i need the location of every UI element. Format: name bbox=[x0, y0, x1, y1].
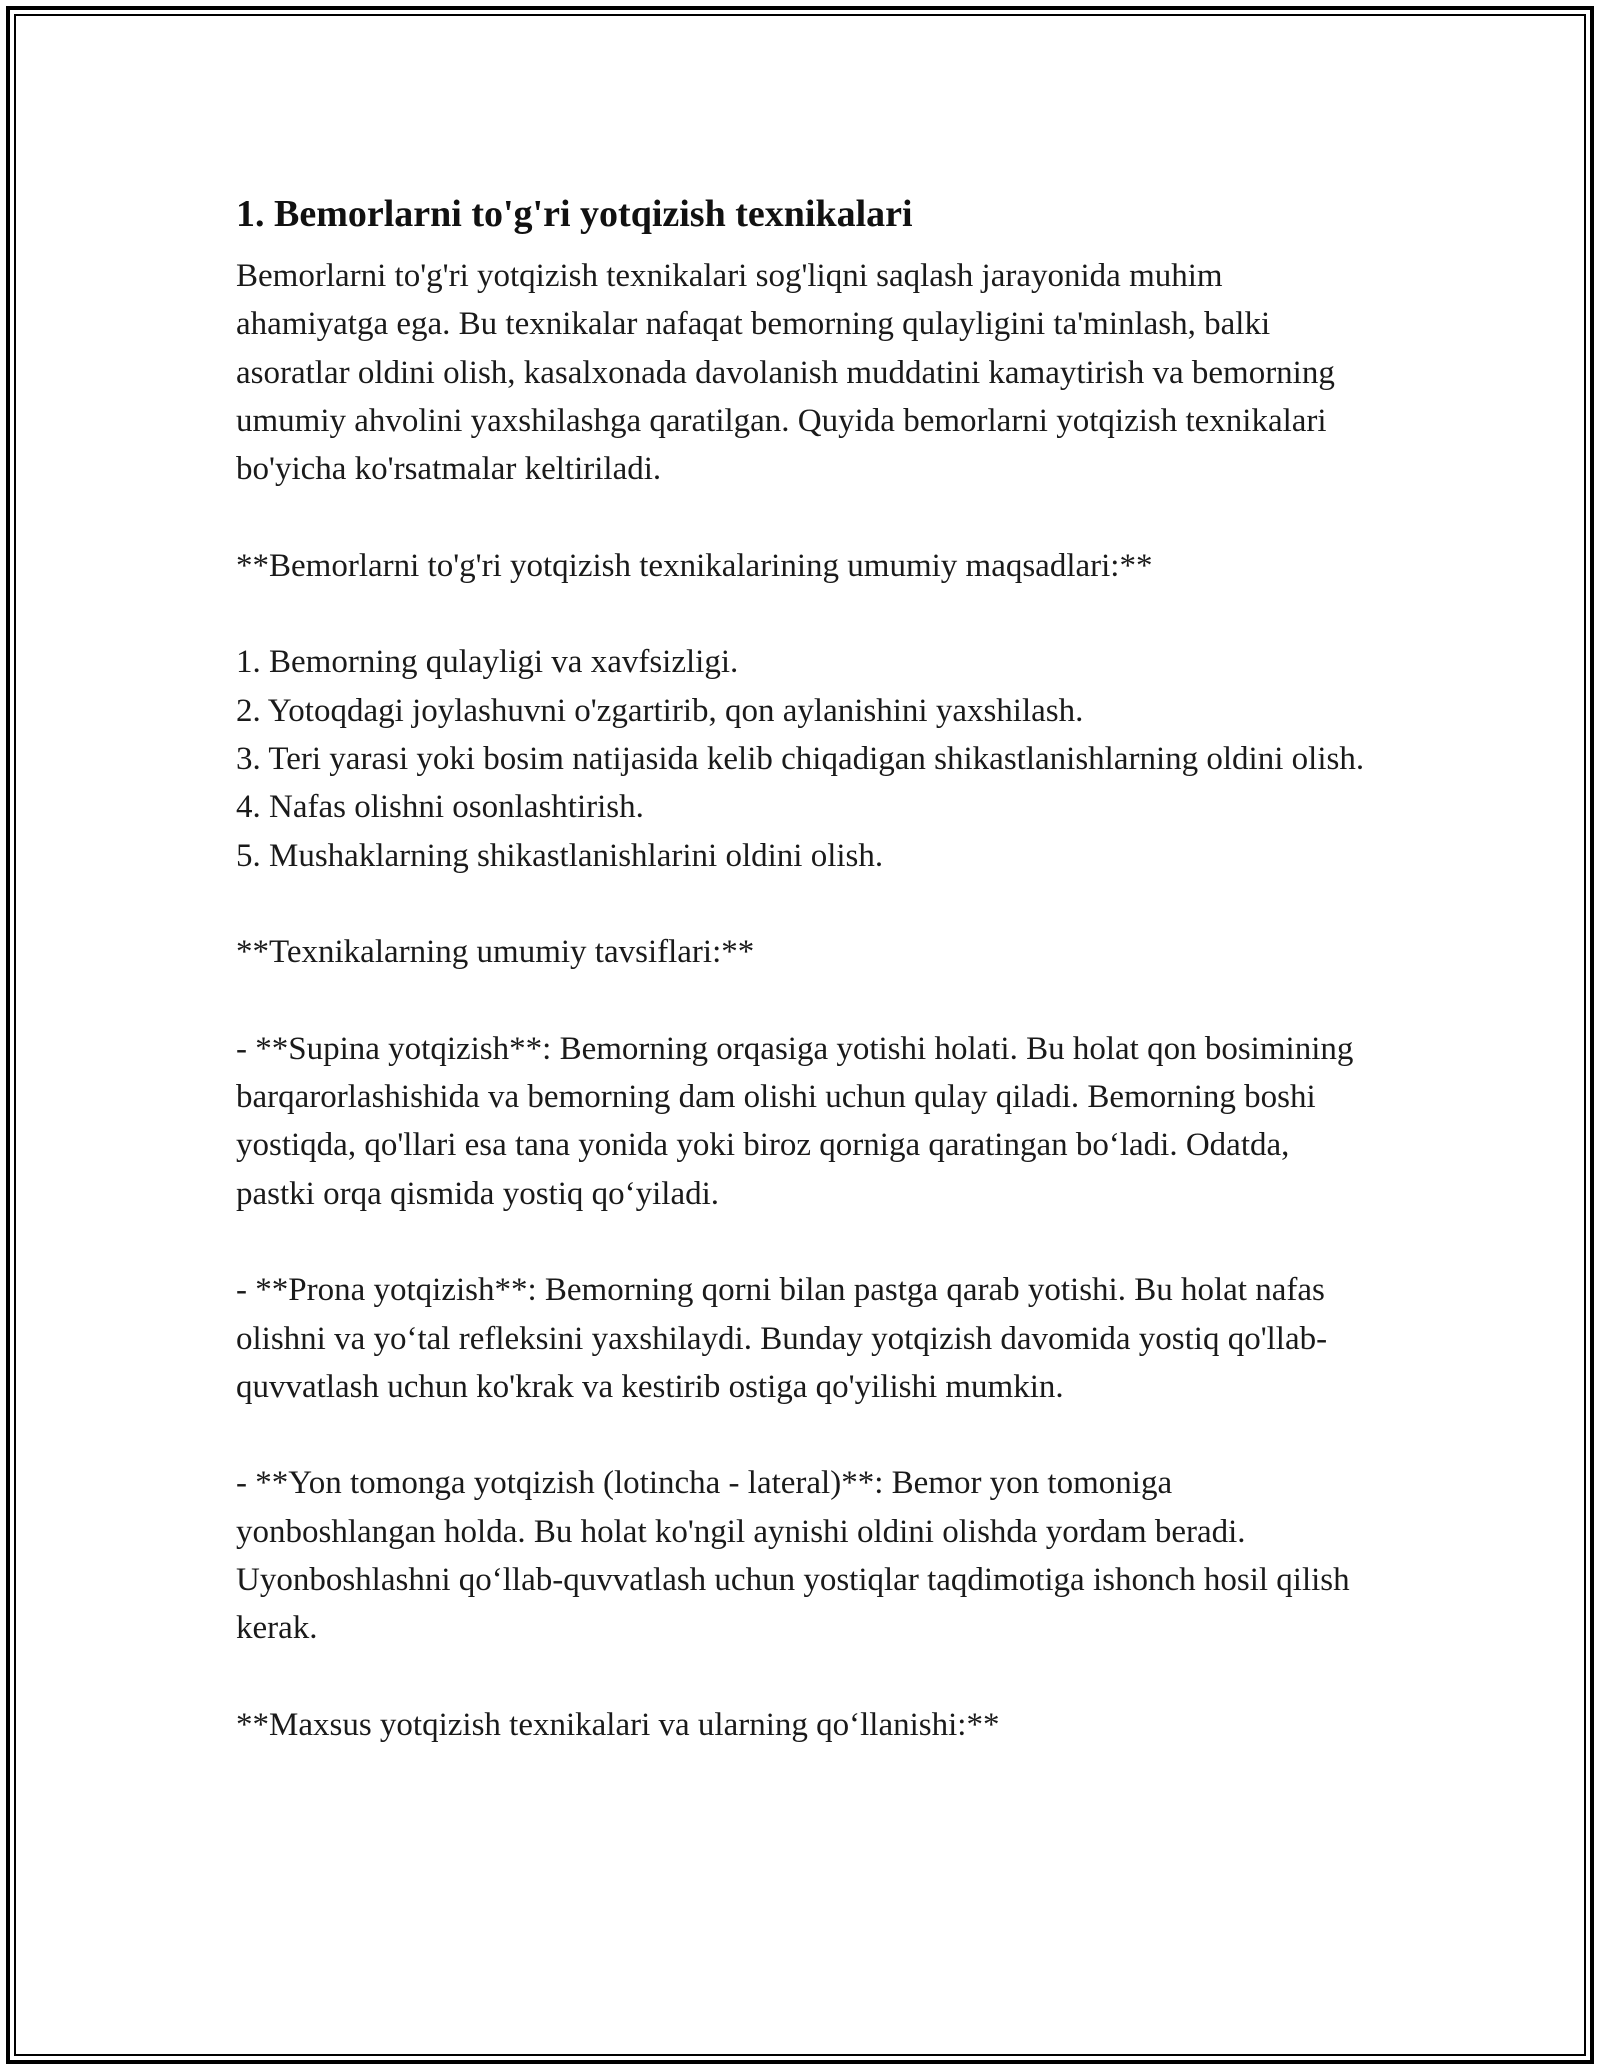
intro-paragraph: Bemorlarni to'g'ri yotqizish texnikalari sog'liqni saqlash jarayonida muhim ahamiyatga ega. Bu texnikalar nafaqat bemorning qulayligini ta'minlash, balki asoratlar oldini olish, kasalxonada davolanish muddatini kamaytirish va bemorning umumiy ahvolini yaxshilashga qaratilgan. Quyida bemorlarni yotqizish texnikalari bo'yicha ko'rsatmalar keltiriladi. bbox=[236, 258, 1335, 488]
goals-list bbox=[236, 638, 1366, 879]
spacer bbox=[236, 1218, 1366, 1266]
description-lateral: - **Yon tomonga yotqizish (lotincha - lateral)**: Bemor yon tomoniga yonboshlangan holda. Bu holat ko'ngil aynishi oldini olishda yordam beradi. Uyonboshlashni qo‘llab-quvvatlash uchun yostiqlar taqdimotiga ishonch hosil qilish kerak. bbox=[236, 1465, 1350, 1647]
spacer bbox=[236, 493, 1366, 541]
spacer bbox=[236, 590, 1366, 638]
section-heading: 1. Bemorlarni to'g'ri yotqizish texnikalari bbox=[236, 193, 913, 235]
descriptions-heading: **Texnikalarning umumiy tavsiflari:** bbox=[236, 934, 755, 971]
list-item: 2. Yotoqdagi joylashuvni o'zgartirib, qon aylanishini yaxshilash. bbox=[236, 692, 1084, 729]
list-item: 4. Nafas olishni osonlashtirish. bbox=[236, 789, 644, 826]
list-item: 1. Bemorning qulayligi va xavfsizligi. bbox=[236, 644, 739, 681]
list-item: 5. Mushaklarning shikastlanishlarini oldini olish. bbox=[236, 837, 884, 874]
spacer bbox=[236, 1411, 1366, 1459]
spacer bbox=[236, 1653, 1366, 1701]
spacer bbox=[236, 976, 1366, 1024]
document-body bbox=[236, 186, 1366, 1749]
special-heading: **Maxsus yotqizish texnikalari va ularning qo‘llanishi:** bbox=[236, 1706, 1000, 1743]
spacer bbox=[236, 880, 1366, 928]
list-item: 3. Teri yarasi yoki bosim natijasida kelib chiqadigan shikastlanishlarning oldini olish. bbox=[236, 740, 1365, 777]
description-supine: - **Supina yotqizish**: Bemorning orqasiga yotishi holati. Bu holat qon bosimining barqarorlashishida va bemorning dam olishi uchun qulay qiladi. Bemorning boshi yostiqda, qo'llari esa tana yonida yoki biroz qorniga qaratingan bo‘ladi. Odatda, pastki orqa qismida yostiq qo‘yiladi. bbox=[236, 1030, 1354, 1212]
goals-heading: **Bemorlarni to'g'ri yotqizish texnikalarining umumiy maqsadlari:** bbox=[236, 547, 1153, 584]
description-prone: - **Prona yotqizish**: Bemorning qorni bilan pastga qarab yotishi. Bu holat nafas olishni va yo‘tal refleksini yaxshilaydi. Bunday yotqizish davomida yostiq qo'llab-quvvatlash uchun ko'krak va kestirib ostiga qo'yilishi mumkin. bbox=[236, 1272, 1328, 1405]
